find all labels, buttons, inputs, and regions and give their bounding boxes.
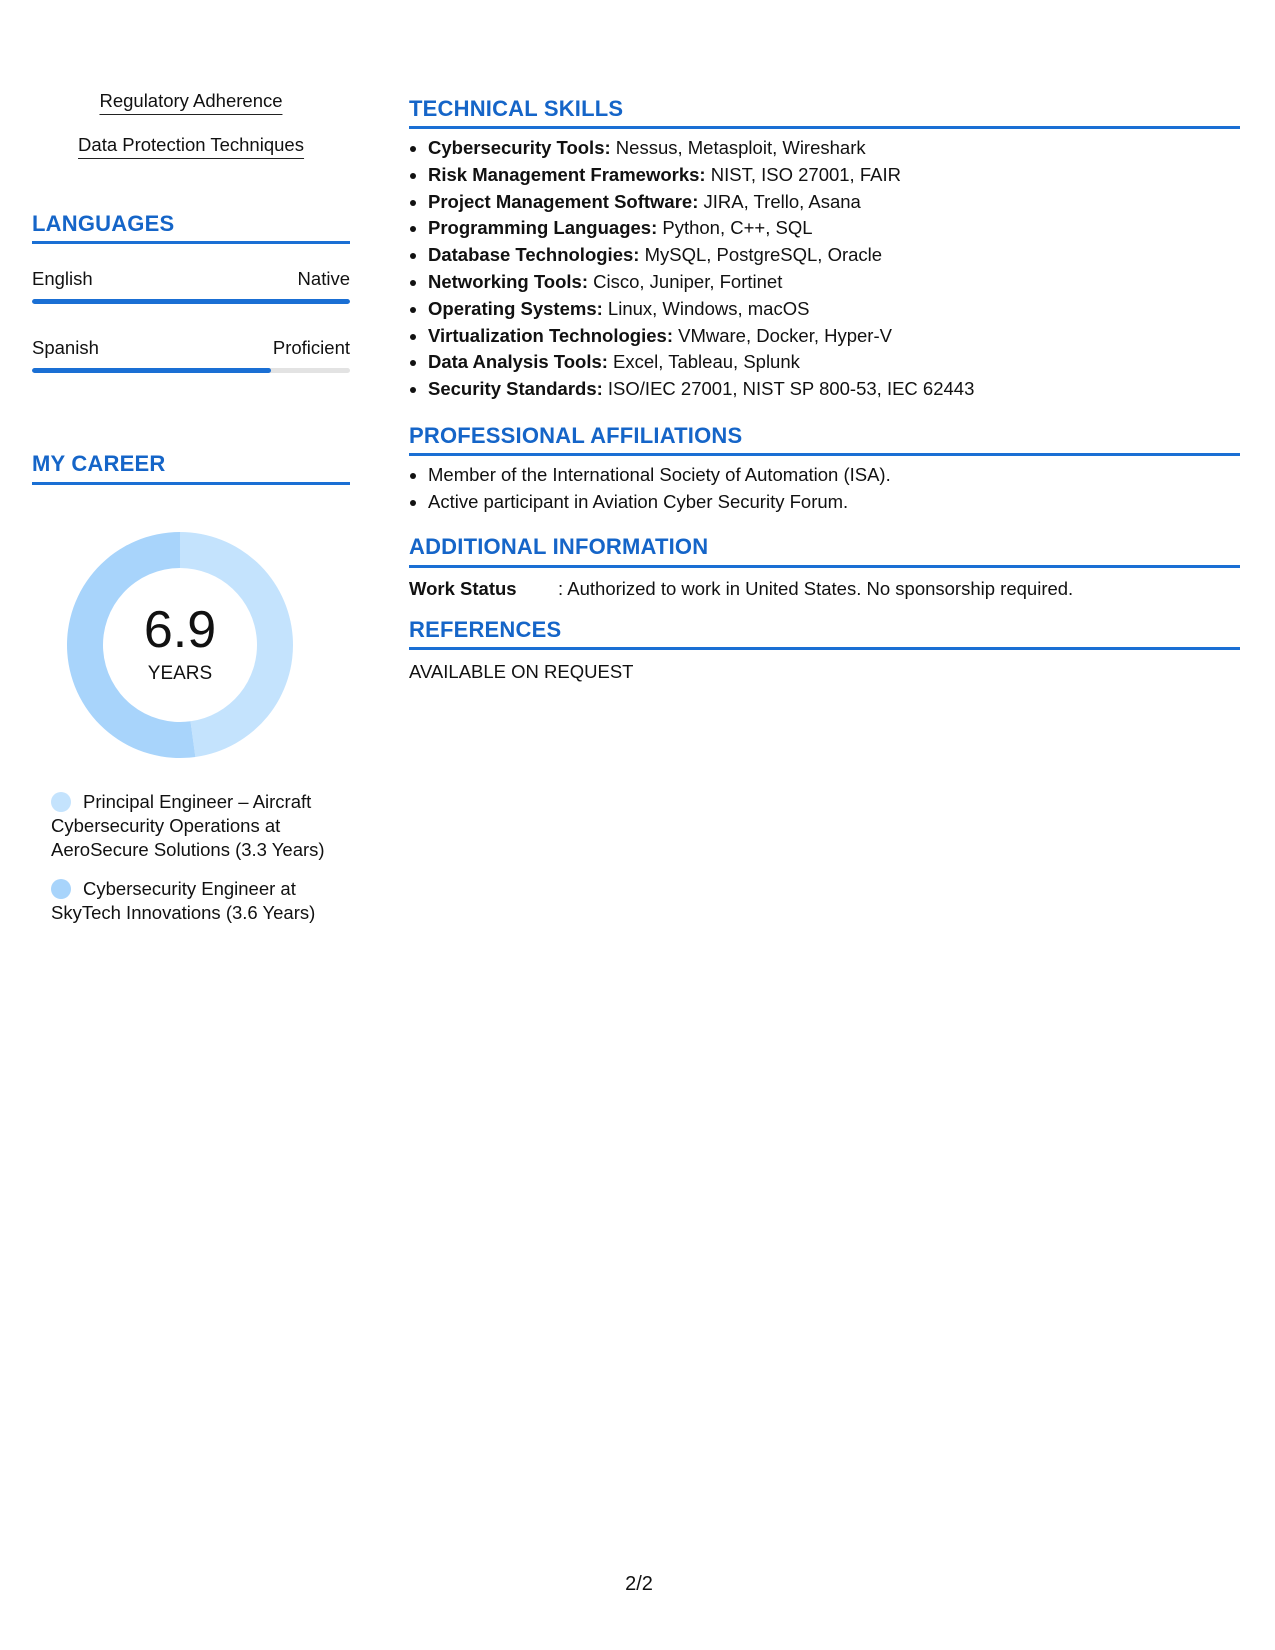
career-legend-item [51,790,341,862]
legend-swatch [51,792,71,812]
career-years-label: YEARS [147,663,213,684]
career-total-years: 6.9 [143,601,217,659]
list-item [428,269,974,296]
skill-category: Networking Tools: [428,270,588,292]
career-legend-item [51,877,341,925]
language-proficiency-fill [32,368,271,373]
language-proficiency-fill [32,299,350,304]
list-item [428,189,974,216]
career-role-label: Cybersecurity Engineer at SkyTech Innovations (3.6 Years) [51,878,316,923]
skill-category: Database Technologies: [428,244,640,266]
skill-values: MySQL, PostgreSQL, Oracle [639,244,883,266]
list-item [428,242,974,269]
references-text: AVAILABLE ON REQUEST [409,661,634,682]
language-proficiency-bar [32,299,350,304]
language-level: Proficient [272,337,350,358]
skill-values: Nessus, Metasploit, Wireshark [610,137,866,158]
skill-values: Linux, Windows, macOS [602,297,810,319]
skill-category: Data Analysis Tools: [428,351,608,373]
additional-info-heading: ADDITIONAL INFORMATION [409,534,709,559]
skill-values: Excel, Tableau, Splunk [607,351,800,373]
affiliations-list [409,462,891,515]
skill-category: Cybersecurity Tools: [428,137,611,158]
skill-values: Python, C++, SQL [657,217,813,239]
skill-values: NIST, ISO 27001, FAIR [705,163,901,185]
language-name: English [32,268,93,289]
language-name: Spanish [32,337,99,358]
languages-heading: LANGUAGES [32,211,175,236]
skill-category: Project Management Software: [428,190,699,212]
career-role-label: Principal Engineer – Aircraft Cybersecurity Operations at AeroSecure Solutions (3.3 Years) [51,791,325,860]
work-status-value: : Authorized to work in United States. No sponsorship required. [558,578,1074,599]
language-level: Native [297,268,350,289]
references-heading: REFERENCES [409,617,562,642]
technical-skills-rule [409,126,1240,129]
skill-values: ISO/IEC 27001, NIST SP 800-53, IEC 62443 [602,378,975,400]
list-item: • Active participant in Aviation Cyber Security Forum. [428,489,891,516]
technical-skills-heading: TECHNICAL SKILLS [409,96,624,121]
list-item [428,296,974,323]
skill-category: Security Standards: [428,378,603,400]
legend-swatch [51,879,71,899]
skill-tag: Data Protection Techniques [78,134,304,159]
affiliations-rule [409,453,1240,456]
career-heading: MY CAREER [32,451,166,476]
list-item [428,349,974,376]
skill-values: JIRA, Trello, Asana [698,190,861,212]
additional-info-rule [409,565,1240,568]
list-item [428,162,974,189]
skill-tag: Regulatory Adherence [99,90,282,115]
skill-category: Operating Systems: [428,297,603,319]
list-item [428,323,974,350]
skill-category: Virtualization Technologies: [428,324,673,346]
skill-values: VMware, Docker, Hyper-V [672,324,892,346]
skill-category: Programming Languages: [428,217,658,239]
list-item [428,376,974,403]
work-status-label: Work Status [409,578,517,599]
career-rule [32,482,350,485]
technical-skills-list [409,135,974,403]
list-item [428,215,974,242]
skill-category: Risk Management Frameworks: [428,163,706,185]
page-number: 2/2 [625,1573,653,1595]
skill-values: Cisco, Juniper, Fortinet [588,270,783,292]
language-proficiency-bar [32,368,350,373]
list-item: • Member of the International Society of Automation (ISA). [428,462,891,489]
list-item [428,135,974,162]
affiliations-heading: PROFESSIONAL AFFILIATIONS [409,423,743,448]
languages-rule [32,241,350,244]
references-rule [409,647,1240,650]
